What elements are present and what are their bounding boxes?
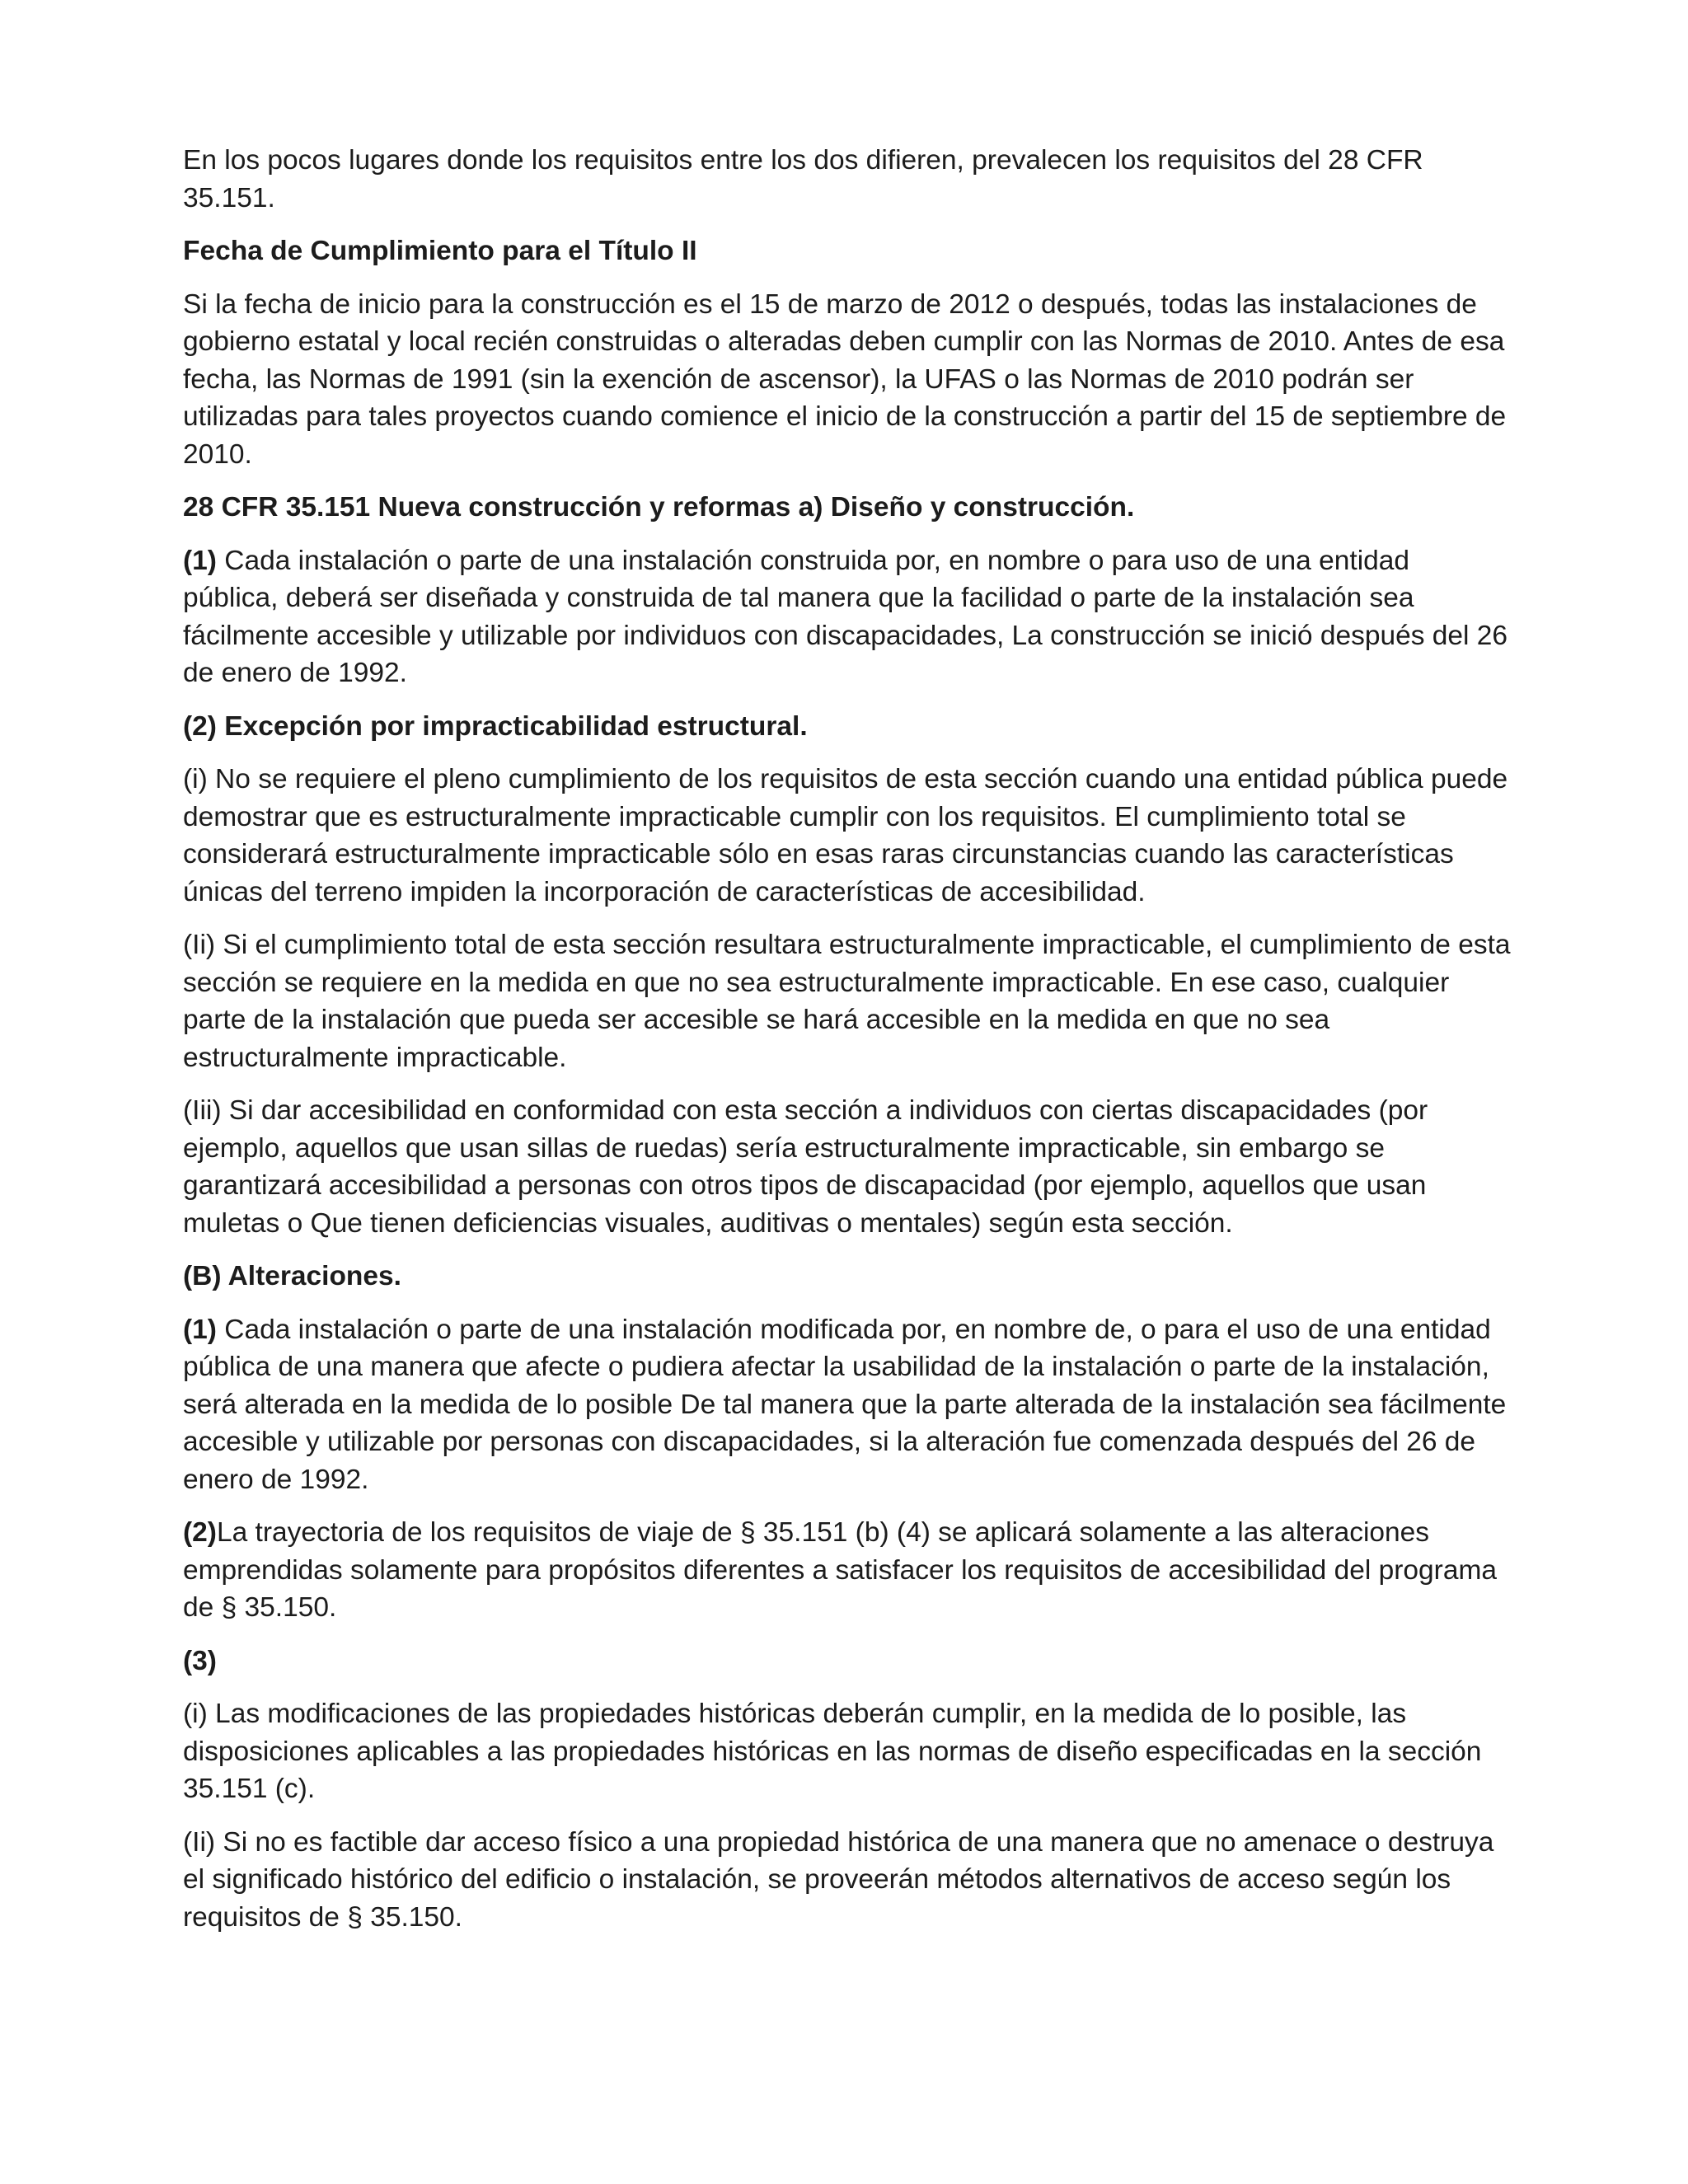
paragraph-alterations-2 (183, 1514, 1512, 1627)
paragraph-exception-iii: (Iii) Si dar accesibilidad en conformidad con esta sección a individuos con ciertas discapacidades (por ejemplo, aquellos que usan sillas de ruedas) sería estructuralmente impracticable, sin embargo se garantizará accesibilidad a personas con otros tipos de discapacidad (por ejemplo, aquellos que usan muletas o Que tienen deficiencias visuales, auditivas o mentales) según esta sección. (183, 1095, 1428, 1239)
heading-compliance-date: Fecha de Cumplimiento para el Título II (183, 236, 697, 266)
paragraph-exception-i: (i) No se requiere el pleno cumplimiento de los requisitos de esta sección cuando una entidad pública puede demostrar que es estructuralmente impracticable cumplir con los requisitos. El cumplimiento total se considerará estructuralmente impracticable sólo en esas raras circunstancias cuando las características únicas del terreno impiden la incorporación de características de accesibilidad. (183, 764, 1508, 907)
paragraph-body: Cada instalación o parte de una instalación construida por, en nombre o para uso de una entidad pública, deberá ser diseñada y construida de tal manera que la facilidad o parte de la instalación sea fácilmente accesible y utilizable por individuos con discapacidades, La construcción se inició después del 26 de enero de 1992. (183, 545, 1508, 688)
heading-section-3: (3) (183, 1645, 217, 1676)
paragraph-intro: En los pocos lugares donde los requisitos entre los dos difieren, prevalecen los requisitos del 28 CFR 35.151. (183, 145, 1423, 213)
paragraph-historic-i: (i) Las modificaciones de las propiedades históricas deberán cumplir, en la medida de lo posible, las disposiciones aplicables a las propiedades históricas en las normas de diseño especificadas en la sección 35.151 (c). (183, 1699, 1482, 1804)
heading-structural-exception: (2) Excepción por impracticabilidad estructural. (183, 710, 808, 742)
paragraph-lead-number: (2) (183, 1517, 217, 1548)
paragraph-lead-number: (1) (183, 545, 217, 576)
paragraph-body: La trayectoria de los requisitos de viaje de § 35.151 (b) (4) se aplicará solamente a las alteraciones emprendidas solamente para propósitos diferentes a satisfacer los requisitos de accesibilidad del programa de § 35.150. (183, 1517, 1497, 1623)
heading-new-construction: 28 CFR 35.151 Nueva construcción y reformas a) Diseño y construcción. (183, 492, 1135, 523)
document-body (183, 142, 1512, 1952)
paragraph-alterations-1 (183, 1311, 1512, 1499)
paragraph-lead-number: (1) (183, 1314, 217, 1345)
paragraph-exception-ii: (Ii) Si el cumplimiento total de esta sección resultara estructuralmente impracticable, el cumplimiento de esta sección se requiere en la medida en que no sea estructuralmente impracticable. En ese caso, cualquier parte de la instalación que pueda ser accesible se hará accesible en la medida en que no sea estructuralmente impracticable. (183, 930, 1511, 1073)
paragraph-design-construction-1 (183, 542, 1512, 692)
paragraph-compliance-date: Si la fecha de inicio para la construcción es el 15 de marzo de 2012 o después, todas las instalaciones de gobierno estatal y local recién construidas o alteradas deben cumplir con las Normas de 2010. Antes de esa fecha, las Normas de 1991 (sin la exención de ascensor), la UFAS o las Normas de 2010 podrán ser utilizadas para tales proyectos cuando comience el inicio de la construcción a partir del 15 de septiembre de 2010. (183, 288, 1507, 470)
paragraph-historic-ii: (Ii) Si no es factible dar acceso físico a una propiedad histórica de una manera que no amenace o destruya el significado histórico del edificio o instalación, se proveerán métodos alternativos de acceso según los requisitos de § 35.150. (183, 1826, 1494, 1933)
paragraph-body: Cada instalación o parte de una instalación modificada por, en nombre de, o para el uso de una entidad pública de una manera que afecte o pudiera afectar la usabilidad de la instalación o parte de la instalación, será alterada en la medida de lo posible De tal manera que la parte alterada de la instalación sea fácilmente accesible y utilizable por personas con discapacidades, si la alteración fue comenzada después del 26 de enero de 1992. (183, 1314, 1507, 1495)
heading-alterations: (B) Alteraciones. (183, 1261, 401, 1291)
